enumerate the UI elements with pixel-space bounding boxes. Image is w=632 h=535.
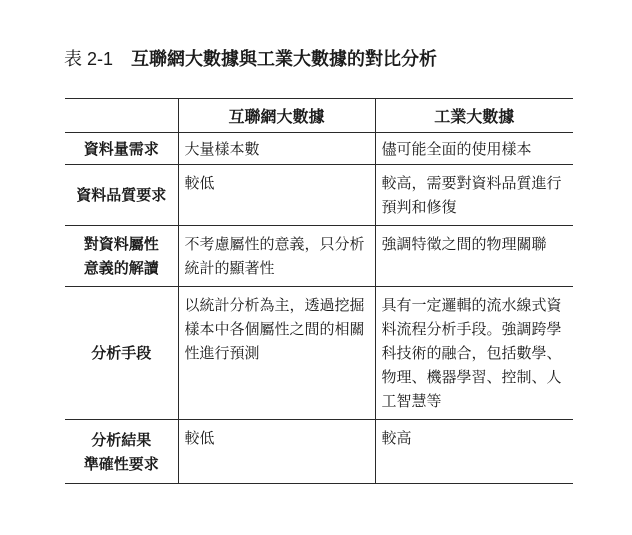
- row-label-line: 對資料屬性: [83, 235, 159, 253]
- internet-cell: 以統計分析為主，透過挖掘樣本中各個屬性之間的相關性進行預測: [178, 287, 375, 420]
- internet-cell: 較低: [178, 420, 375, 484]
- table-row: [65, 133, 573, 165]
- table-row: [65, 420, 573, 484]
- row-label-line: 資料量需求: [83, 139, 159, 158]
- row-label-line: 準確性要求: [83, 454, 159, 473]
- table-row: [65, 226, 573, 287]
- internet-cell: 不考慮屬性的意義，只分析統計的顯著性: [178, 226, 375, 287]
- internet-cell: 較低: [178, 165, 375, 226]
- industrial-cell: 強調特徵之間的物理關聯: [375, 226, 573, 287]
- row-label-line: 資料品質要求: [76, 186, 167, 204]
- table-row: [65, 165, 573, 226]
- header-industrial-big-data: 工業大數據: [375, 99, 573, 133]
- row-label-line: 分析結果: [91, 430, 152, 449]
- internet-cell: 大量樣本數: [178, 133, 375, 165]
- table-caption: [64, 46, 437, 73]
- row-label: [65, 133, 178, 165]
- industrial-cell: 具有一定邏輯的流水線式資料流程分析手段。強調跨學科技術的融合，包括數學、物理、機器學習、控制、人工智慧等: [375, 287, 573, 420]
- industrial-cell: 儘可能全面的使用樣本: [375, 133, 573, 165]
- row-label: [65, 226, 178, 287]
- row-label: [65, 287, 178, 420]
- table-row: [65, 287, 573, 420]
- industrial-cell: 較高，需要對資料品質進行預判和修復: [375, 165, 573, 226]
- header-row: [65, 99, 573, 133]
- row-label: [65, 420, 178, 484]
- row-label: [65, 165, 178, 226]
- row-label-line: 分析手段: [91, 344, 152, 362]
- header-blank-cell: [65, 99, 178, 133]
- header-internet-big-data: 互聯網大數據: [178, 99, 375, 133]
- comparison-table: [65, 98, 573, 484]
- table-title: 互聯網大數據與工業大數據的對比分析: [131, 49, 438, 70]
- table-number: 表 2-1: [64, 49, 114, 69]
- industrial-cell: 較高: [375, 420, 573, 484]
- row-label-line: 意義的解讀: [83, 259, 159, 277]
